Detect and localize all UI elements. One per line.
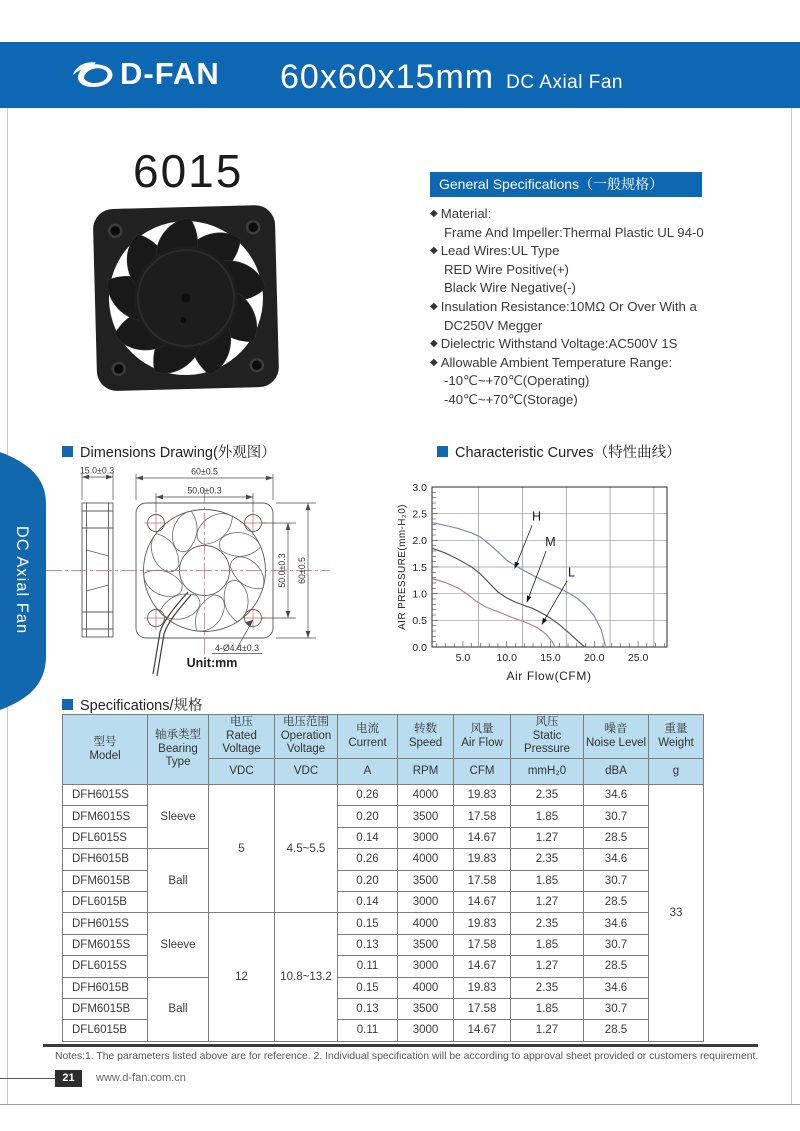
noise-cell: 30.7 <box>584 934 649 955</box>
current-cell: 0.15 <box>338 913 398 934</box>
spec-line <box>430 206 760 225</box>
curve-H <box>432 523 605 647</box>
dimensions-section-title <box>62 441 276 462</box>
section-bullet-icon <box>62 699 73 710</box>
model-cell: DFL6015S <box>63 956 148 977</box>
chart-x-axis-label: Air Flow(CFM) <box>506 669 592 683</box>
current-cell: 0.26 <box>338 849 398 870</box>
characteristic-curves-chart <box>395 475 705 690</box>
speed-cell: 3000 <box>398 891 454 912</box>
dim-hole-pitch-v: 50.0±0.3 <box>277 553 287 588</box>
model-cell: DFL6015S <box>63 827 148 848</box>
air-flow-cell: 19.83 <box>454 977 511 998</box>
unit-rated-voltage: VDC <box>209 759 275 785</box>
noise-cell: 34.6 <box>584 785 649 806</box>
x-tick-label: 15.0 <box>540 652 561 664</box>
air-flow-cell: 19.83 <box>454 913 511 934</box>
diamond-bullet-icon: ◆ <box>430 338 438 350</box>
static-pressure-cell: 2.35 <box>511 785 584 806</box>
air-flow-cell: 14.67 <box>454 956 511 977</box>
speed-cell: 3000 <box>398 827 454 848</box>
unit-noise: dBA <box>584 759 649 785</box>
current-cell: 0.20 <box>338 870 398 891</box>
spec-line-text: RED Wire Positive(+) <box>444 261 569 277</box>
dim-hole-pitch: 50.0±0.3 <box>187 485 222 496</box>
speed-cell: 3500 <box>398 806 454 827</box>
table-row <box>63 849 704 870</box>
air-flow-cell: 17.58 <box>454 934 511 955</box>
page-right-rule <box>791 108 792 1104</box>
rated-voltage-cell: 5 <box>209 785 275 913</box>
curve-label-M: M <box>545 534 556 549</box>
dimensions-drawing <box>40 460 340 690</box>
noise-cell: 28.5 <box>584 1020 649 1041</box>
air-flow-cell: 19.83 <box>454 849 511 870</box>
model-cell: DFM6015B <box>63 870 148 891</box>
noise-cell: 30.7 <box>584 806 649 827</box>
spec-line <box>430 262 760 281</box>
curve-L <box>432 579 555 647</box>
fan-type-title: DC Axial Fan <box>506 72 623 93</box>
column-header-air-flow: 风量 Air Flow <box>454 715 511 759</box>
spec-line <box>430 225 760 244</box>
unit-weight: g <box>649 759 704 785</box>
x-tick-label: 25.0 <box>627 652 649 664</box>
unit-operation-voltage: VDC <box>275 759 338 785</box>
spec-line <box>430 373 760 392</box>
table-row <box>63 785 704 806</box>
rated-voltage-cell: 12 <box>209 913 275 1041</box>
spec-line-text: Black Wire Negative(-) <box>444 280 576 296</box>
static-pressure-cell: 2.35 <box>511 977 584 998</box>
column-header-static-pressure: 风压 Static Pressure <box>511 715 584 759</box>
model-cell: DFM6015B <box>63 998 148 1019</box>
noise-cell: 34.6 <box>584 913 649 934</box>
speed-cell: 3000 <box>398 956 454 977</box>
column-header-model: 型号 Model <box>63 715 148 785</box>
model-cell: DFH6015B <box>63 977 148 998</box>
header-bar <box>0 42 800 108</box>
column-header-bearing: 轴承类型 Bearing Type <box>148 715 209 785</box>
brand-name: D-FAN <box>120 56 220 91</box>
noise-cell: 28.5 <box>584 956 649 977</box>
dim-width: 60±0.5 <box>191 466 218 477</box>
model-cell: DFL6015B <box>63 1020 148 1041</box>
spec-section-title <box>62 694 203 715</box>
static-pressure-cell: 1.85 <box>511 806 584 827</box>
noise-cell: 34.6 <box>584 849 649 870</box>
section-bullet-icon <box>62 446 73 457</box>
spec-line-text: Allowable Ambient Temperature Range: <box>440 354 673 370</box>
y-tick-label: 0.5 <box>412 615 427 628</box>
static-pressure-cell: 1.85 <box>511 870 584 891</box>
speed-cell: 4000 <box>398 849 454 870</box>
current-cell: 0.14 <box>338 891 398 912</box>
static-pressure-cell: 1.85 <box>511 934 584 955</box>
general-specs-title: General Specifications（一般规格） <box>430 172 702 197</box>
spec-table <box>62 714 704 1042</box>
column-header-noise: 噪音 Noise Level <box>584 715 649 759</box>
column-header-weight: 重量 Weight <box>649 715 704 759</box>
fan-product-photo <box>93 203 283 395</box>
spec-line <box>430 355 760 374</box>
curve-label-arrowhead <box>540 618 547 626</box>
spec-line-text: Insulation Resistance:10MΩ Or Over With a <box>440 298 697 314</box>
current-cell: 0.11 <box>338 1020 398 1041</box>
x-tick-label: 10.0 <box>496 652 517 664</box>
static-pressure-cell: 1.27 <box>511 891 584 912</box>
section-bullet-icon <box>437 446 448 457</box>
notes-text: Notes:1. The parameters listed above are for reference. 2. Individual specification will be according to approval sheet provided or customers requirement. <box>55 1051 759 1062</box>
column-header-operation-voltage: 电压范围 Operation Voltage <box>275 715 338 759</box>
speed-cell: 4000 <box>398 977 454 998</box>
dim-height: 60±0.5 <box>297 557 307 584</box>
y-tick-label: 2.0 <box>412 535 427 548</box>
dimensions-section-label: Dimensions Drawing(外观图） <box>80 445 276 461</box>
speed-cell: 4000 <box>398 785 454 806</box>
page-bottom-rule <box>0 1104 800 1105</box>
curve-label-arrowhead <box>525 595 532 603</box>
model-cell: DFL6015B <box>63 891 148 912</box>
unit-current: A <box>338 759 398 785</box>
spec-line-text: Material: <box>440 206 492 221</box>
diamond-bullet-icon: ◆ <box>430 300 438 312</box>
spec-line <box>430 336 760 355</box>
diamond-bullet-icon: ◆ <box>430 208 438 219</box>
page-number-badge: 21 <box>55 1070 82 1087</box>
bearing-cell: Ball <box>148 849 209 913</box>
side-tab-label: DC Axial Fan <box>13 525 31 635</box>
column-header-current: 电流 Current <box>338 715 398 759</box>
curve-label-leader <box>542 581 567 625</box>
air-flow-cell: 14.67 <box>454 827 511 848</box>
bearing-cell: Sleeve <box>148 785 209 849</box>
noise-cell: 30.7 <box>584 998 649 1019</box>
curve-label-arrowhead <box>512 562 519 570</box>
dim-holes: 4-Ø4.4±0.3 <box>215 643 259 653</box>
y-tick-label: 1.0 <box>412 588 427 601</box>
general-specs-list <box>430 206 760 411</box>
column-header-speed: 转数 Speed <box>398 715 454 759</box>
speed-cell: 4000 <box>398 913 454 934</box>
curve-label-L: L <box>568 565 576 580</box>
y-tick-label: 1.5 <box>412 561 427 574</box>
spec-line-text: -10℃~+70℃(Operating) <box>444 373 590 389</box>
static-pressure-cell: 2.35 <box>511 849 584 870</box>
operation-voltage-cell: 10.8~13.2 <box>275 913 338 1041</box>
curve-label-leader <box>515 525 533 568</box>
diamond-bullet-icon: ◆ <box>430 356 438 368</box>
column-header-rated-voltage: 电压 Rated Voltage <box>209 715 275 759</box>
static-pressure-cell: 1.85 <box>511 998 584 1019</box>
current-cell: 0.14 <box>338 827 398 848</box>
spec-line <box>430 392 760 411</box>
diamond-bullet-icon: ◆ <box>430 245 438 257</box>
spec-line <box>430 318 760 337</box>
current-cell: 0.11 <box>338 956 398 977</box>
spec-line-text: Dielectric Withstand Voltage:AC500V 1S <box>440 336 678 352</box>
air-flow-cell: 14.67 <box>454 891 511 912</box>
current-cell: 0.15 <box>338 977 398 998</box>
static-pressure-cell: 1.27 <box>511 956 584 977</box>
unit-air-flow: CFM <box>454 759 511 785</box>
x-tick-label: 5.0 <box>455 652 471 664</box>
notes-divider <box>43 1044 758 1047</box>
spec-line-text: Frame And Impeller:Thermal Plastic UL 94-0 <box>444 224 704 240</box>
model-cell: DFM6015S <box>63 934 148 955</box>
model-cell: DFH6015B <box>63 849 148 870</box>
curve-label-H: H <box>531 509 542 524</box>
model-number: 6015 <box>133 145 244 197</box>
y-tick-label: 3.0 <box>412 481 427 494</box>
unit-static-pressure: mmH₂0 <box>511 759 584 785</box>
noise-cell: 28.5 <box>584 891 649 912</box>
spec-line <box>430 299 760 318</box>
air-flow-cell: 14.67 <box>454 1020 511 1041</box>
footer-line <box>0 1078 55 1079</box>
speed-cell: 3000 <box>398 1020 454 1041</box>
table-row <box>63 977 704 998</box>
spec-line-text: Lead Wires:UL Type <box>440 243 560 259</box>
curves-section-label: Characteristic Curves（特性曲线） <box>455 445 681 461</box>
website-text: www.d-fan.com.cn <box>96 1072 186 1084</box>
static-pressure-cell: 1.27 <box>511 827 584 848</box>
unit-speed: RPM <box>398 759 454 785</box>
speed-cell: 3500 <box>398 870 454 891</box>
current-cell: 0.26 <box>338 785 398 806</box>
static-pressure-cell: 1.27 <box>511 1020 584 1041</box>
speed-cell: 3500 <box>398 934 454 955</box>
spec-line-text: -40℃~+70℃(Storage) <box>444 391 578 407</box>
air-flow-cell: 17.58 <box>454 806 511 827</box>
static-pressure-cell: 2.35 <box>511 913 584 934</box>
noise-cell: 34.6 <box>584 977 649 998</box>
dfan-logo-icon <box>72 59 116 89</box>
current-cell: 0.13 <box>338 934 398 955</box>
speed-cell: 3500 <box>398 998 454 1019</box>
fan-size-title: 60x60x15mm <box>280 58 495 96</box>
y-tick-label: 0.0 <box>412 641 427 654</box>
operation-voltage-cell: 4.5~5.5 <box>275 785 338 913</box>
noise-cell: 30.7 <box>584 870 649 891</box>
air-flow-cell: 17.58 <box>454 998 511 1019</box>
weight-cell: 33 <box>649 785 704 1042</box>
dim-unit-label: Unit:mm <box>186 656 238 670</box>
curve-label-leader <box>527 551 546 602</box>
spec-section-label: Specifications/规格 <box>80 698 203 714</box>
curve-M <box>432 548 584 647</box>
header-title <box>280 42 623 108</box>
spec-line-text: DC250V Megger <box>444 317 543 333</box>
x-tick-label: 20.0 <box>584 652 605 664</box>
current-cell: 0.20 <box>338 806 398 827</box>
air-flow-cell: 17.58 <box>454 870 511 891</box>
y-tick-label: 2.5 <box>412 508 427 521</box>
dim-depth: 15.0±0.3 <box>79 465 115 476</box>
bearing-cell: Sleeve <box>148 913 209 977</box>
model-cell: DFH6015S <box>63 913 148 934</box>
curves-section-title <box>437 441 681 462</box>
spec-line <box>430 243 760 262</box>
bearing-cell: Ball <box>148 977 209 1041</box>
current-cell: 0.13 <box>338 998 398 1019</box>
model-cell: DFH6015S <box>63 785 148 806</box>
spec-line <box>430 280 760 299</box>
air-flow-cell: 19.83 <box>454 785 511 806</box>
brand-logo <box>72 56 220 92</box>
table-row <box>63 913 704 934</box>
chart-y-axis-label: AIR PRESSURE(mm-H₂0) <box>397 504 408 630</box>
model-cell: DFM6015S <box>63 806 148 827</box>
noise-cell: 28.5 <box>584 827 649 848</box>
